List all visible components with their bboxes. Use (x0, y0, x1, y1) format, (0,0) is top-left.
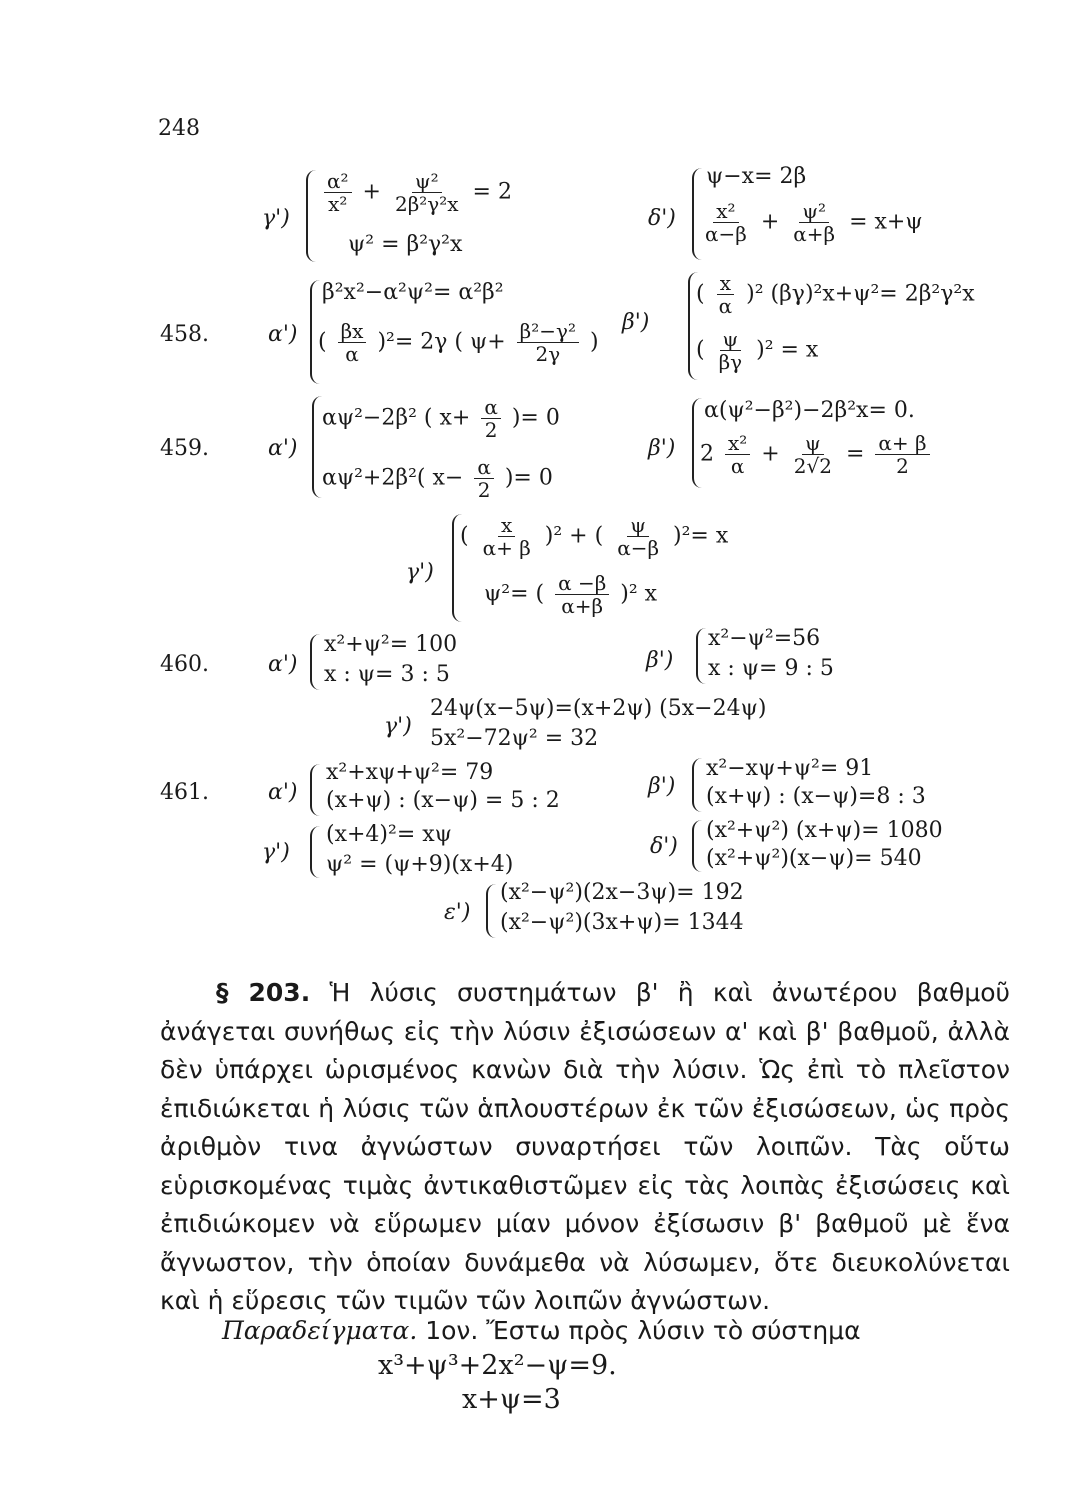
expr: )²= 2γ ( ψ+ (377, 329, 506, 355)
label-beta: β') (648, 774, 676, 799)
examples-label: Παραδείγματα. (222, 1316, 418, 1345)
fraction (474, 456, 494, 501)
operator: + (760, 209, 780, 235)
expr: αψ²−2β² ( x+ (322, 405, 471, 431)
label-gamma: γ') (262, 840, 290, 865)
numerator: β²−γ² (517, 320, 579, 343)
rhs: = 2 (472, 179, 512, 205)
numerator: x² (713, 200, 738, 223)
denominator: α−β (617, 536, 660, 560)
equation-line: ψ−x= 2β (706, 164, 807, 189)
section-203-paragraph (160, 974, 1010, 1321)
equation-line: α(ψ²−β²)−2β²x= 0. (704, 398, 915, 423)
brace (486, 884, 496, 938)
equation-line: ψ² = (ψ+9)(x+4) (326, 852, 514, 877)
operator: + (761, 441, 780, 467)
equation-line: (x²+ψ²)(x−ψ)= 540 (706, 846, 922, 871)
label-delta: δ') (650, 834, 678, 859)
exercise-number: 460. (160, 652, 209, 677)
equation-line: x : ψ= 3 : 5 (324, 662, 450, 687)
section-number: § 203. (216, 978, 311, 1007)
equation-line (698, 200, 923, 245)
brace (696, 628, 706, 684)
label-alpha: α') (268, 322, 298, 347)
numerator: α (474, 456, 494, 479)
label-alpha: α') (268, 780, 298, 805)
equation-line (318, 320, 599, 365)
example-equation-2: x+ψ=3 (462, 1384, 561, 1415)
equation-line (700, 432, 934, 477)
example-equation-1: x³+ψ³+2x²−ψ=9. (378, 1350, 617, 1381)
numerator: α −β (555, 572, 609, 595)
fraction (392, 170, 462, 215)
paren: ( (696, 281, 705, 307)
brace (692, 820, 702, 872)
fraction (725, 432, 750, 477)
denominator: α−β (705, 222, 747, 246)
equation-line: β²x²−α²ψ²= α²β² (322, 280, 504, 305)
fraction (614, 514, 662, 559)
numerator: x² (725, 432, 750, 455)
equation-line: (x²−ψ²)(2x−3ψ)= 192 (500, 880, 744, 905)
fraction (338, 320, 367, 365)
equation-line: ψ² = β²γ²x (348, 232, 463, 257)
section-text: Ἡ λύσις συστημάτων β' ἢ καὶ ἀνωτέρου βαθμοῦ ἀνάγεται συνήθως εἰς τὴν λύσιν ἐξισώσεων α' καὶ β' βαθμοῦ, ἀλλὰ δὲν ὑπάρχει ὡρισμένος κανὼν διὰ τὴν λύσιν. Ὡς ἐπὶ τὸ πλεῖστον ἐπιδιώκεται ἡ λύσις τῶν ἁπλουστέρων ἐκ τῶν ἐξισώσεων, ὡς πρὸς ἀριθμὸν τινα ἀγνώστων συναρτήσει τῶν λοιπῶν. Τὰς οὕτω εὑρισκομένας τιμὰς ἀντικαθιστῶμεν εἰς τὰς λοιπὰς ἐξισώσεις καὶ ἐπιδιώκομεν νὰ εὕρωμεν μίαν μόνον ἐξίσωσιν β' βαθμοῦ μὲ ἕνα ἄγνωστον, τὴν ὁποίαν δυνάμεθα νὰ λύσωμεν, ὅτε διευκολύνεται καὶ ἡ εὕρεσις τῶν τιμῶν τῶν λοιπῶν ἀγνώστων. (160, 978, 1010, 1315)
label-beta: β') (646, 648, 674, 673)
exercise-number: 459. (160, 436, 209, 461)
equation-line: (x²+ψ²) (x+ψ)= 1080 (706, 818, 943, 843)
paren: ( (318, 329, 327, 355)
equation-line: (x+ψ) : (x−ψ)=8 : 3 (706, 784, 926, 809)
fraction (480, 514, 534, 559)
numerator: α (481, 396, 501, 419)
expr: )= 0 (504, 465, 553, 491)
brace (312, 396, 322, 498)
operator: + (362, 179, 381, 205)
operator: = (845, 441, 865, 467)
expr: ψ²= ( (484, 581, 545, 607)
equation-line: (x²−ψ²)(3x+ψ)= 1344 (500, 910, 744, 935)
denominator: α+β (561, 594, 604, 618)
denominator: 2 (484, 418, 498, 442)
equation-line: x : ψ= 9 : 5 (708, 656, 834, 681)
equation-line: (x+4)²= xψ (326, 822, 452, 847)
expr: αψ²+2β²( x− (322, 465, 464, 491)
numerator: α² (324, 170, 352, 193)
rhs: = x+ψ (849, 209, 923, 235)
fraction (716, 272, 736, 317)
denominator: 2√2 (793, 454, 832, 478)
equation-line (320, 170, 512, 215)
equation-line: x²+xψ+ψ²= 79 (326, 760, 494, 785)
fraction (716, 328, 746, 373)
denominator: βγ (718, 350, 743, 374)
brace (310, 764, 320, 816)
denominator: α (730, 454, 745, 478)
fraction (790, 200, 838, 245)
fraction (517, 320, 579, 365)
denominator: 2γ (535, 342, 561, 366)
numerator: ψ² (412, 170, 442, 193)
numerator: ψ (720, 328, 742, 351)
denominator: x² (328, 192, 348, 216)
expr: )² (βγ)²x+ψ²= 2β²γ²x (746, 281, 975, 307)
denominator: α+β (793, 222, 836, 246)
denominator: 2β²γ²x (394, 192, 459, 216)
numerator: βx (338, 320, 367, 343)
label-alpha: α') (268, 436, 298, 461)
fraction (324, 170, 352, 215)
paren: ( (696, 337, 705, 363)
label-beta: β') (648, 436, 676, 461)
equation-line: x²−ψ²=56 (708, 626, 821, 651)
equation-line: 5x²−72ψ² = 32 (430, 726, 599, 751)
equation-line (460, 514, 728, 559)
equation-line: x²+ψ²= 100 (324, 632, 458, 657)
denominator: 2 (896, 454, 909, 478)
expr: 2 (700, 441, 714, 467)
label-gamma: γ') (406, 560, 434, 585)
equation-line (696, 272, 975, 317)
fraction (791, 432, 835, 477)
fraction (875, 432, 929, 477)
label-beta: β') (622, 310, 650, 335)
brace (306, 170, 316, 262)
numerator: x (717, 272, 734, 295)
paren: ) (589, 329, 599, 355)
equation-line (322, 396, 560, 441)
equation-line (484, 572, 657, 617)
exercise-number: 458. (160, 322, 209, 347)
label-delta: δ') (648, 206, 676, 231)
denominator: α (345, 342, 359, 366)
label-alpha: α') (268, 652, 298, 677)
fraction (481, 396, 501, 441)
denominator: α (718, 294, 733, 318)
label-gamma: γ') (262, 206, 290, 231)
page-number: 248 (158, 116, 200, 141)
numerator: ψ (802, 432, 824, 455)
equation-line: 24ψ(x−5ψ)=(x+2ψ) (5x−24ψ) (430, 696, 767, 721)
brace (692, 758, 702, 812)
examples-intro (222, 1316, 861, 1345)
numerator: x (498, 514, 515, 537)
numerator: ψ (627, 514, 649, 537)
numerator: α+ β (875, 432, 929, 455)
label-gamma: γ') (384, 714, 412, 739)
equation-line (322, 456, 553, 501)
fraction (555, 572, 609, 617)
expr: )² + ( (544, 523, 604, 549)
equation-line: (x+ψ) : (x−ψ) = 5 : 2 (326, 788, 560, 813)
expr: )² x (620, 581, 658, 607)
equation-line (696, 328, 818, 373)
brace (310, 826, 320, 878)
examples-intro-text: 1ον. Ἔστω πρὸς λύσιν τὸ σύστημα (425, 1316, 861, 1345)
paren: ( (460, 523, 469, 549)
fraction (702, 200, 750, 245)
numerator: ψ² (799, 200, 829, 223)
label-epsilon: ε') (444, 900, 471, 925)
expr: )²= x (673, 523, 729, 549)
denominator: α+ β (482, 536, 531, 560)
expr: )² = x (756, 337, 819, 363)
denominator: 2 (477, 478, 491, 502)
equation-line: x²−xψ+ψ²= 91 (706, 756, 874, 781)
exercise-number: 461. (160, 780, 209, 805)
brace (310, 634, 320, 690)
expr: )= 0 (511, 405, 560, 431)
